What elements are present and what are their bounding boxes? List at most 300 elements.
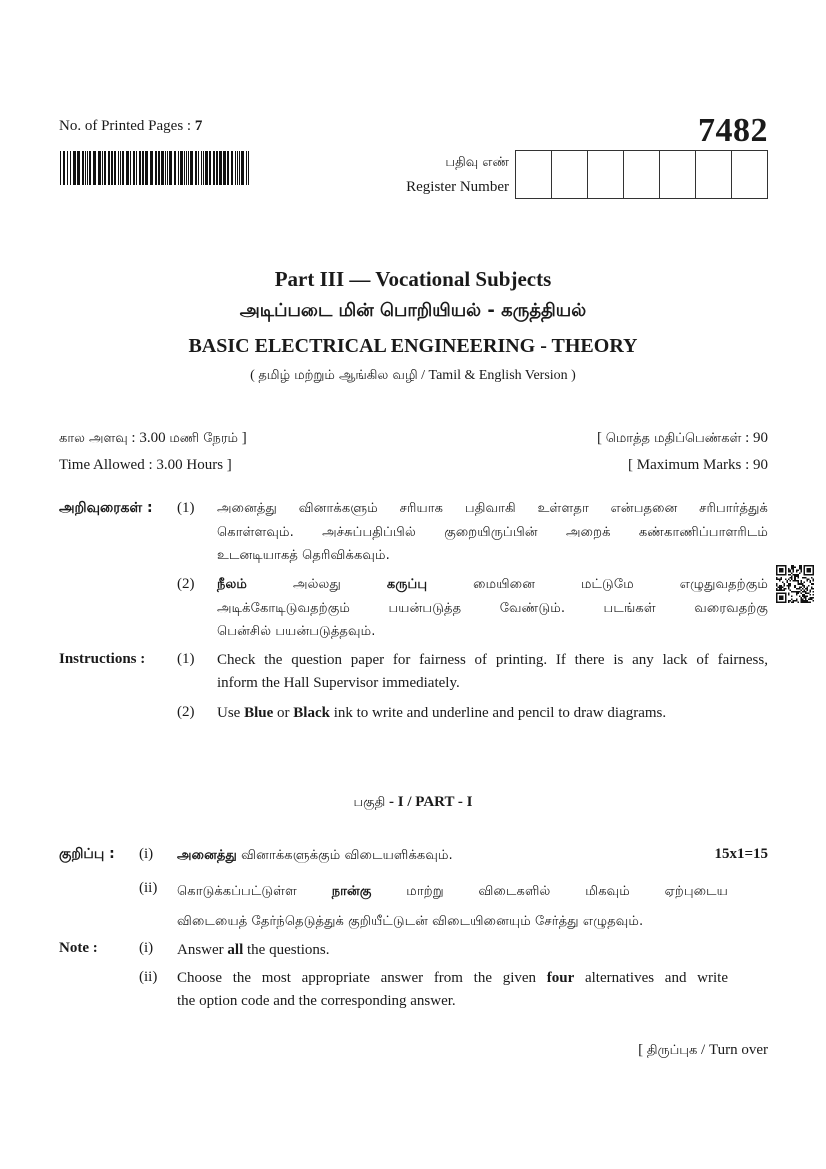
barcode-bar [227, 151, 229, 185]
qr-module [790, 580, 792, 582]
qr-module [800, 597, 802, 599]
qr-module [794, 577, 796, 579]
qr-module [802, 600, 804, 602]
register-digit-box[interactable] [516, 151, 552, 198]
qr-module [784, 585, 786, 587]
barcode-bar [201, 151, 202, 185]
barcode-bar [174, 151, 176, 185]
qr-module [788, 579, 790, 581]
qr-module [806, 568, 811, 573]
printed-pages-value: 7 [194, 118, 203, 134]
barcode-bar [198, 151, 199, 185]
note-number: (ii) [139, 969, 158, 985]
qr-module [796, 592, 798, 594]
qr-module [803, 601, 805, 603]
qr-module [791, 598, 793, 600]
version-line: ( தமிழ் மற்றும் ஆங்கில வழி / Tamil & English Version ) [250, 368, 576, 383]
barcode-bar [87, 151, 88, 185]
qr-module [790, 577, 792, 579]
qr-module [805, 597, 807, 599]
qr-module [796, 580, 798, 582]
subject-title-tamil: அடிப்படை மின் பொறியியல் - கருத்தியல் [239, 300, 587, 321]
qr-module [776, 577, 778, 579]
qr-module [808, 598, 810, 600]
qr-module [779, 586, 781, 588]
instruction-english-2: Use Blue or Black ink to write and underline and pencil to draw diagrams. [217, 705, 667, 721]
qr-module [802, 595, 804, 597]
qr-module [776, 589, 778, 591]
instruction-number: (1) [177, 651, 195, 667]
qr-code-icon [776, 565, 814, 603]
register-label-english: Register Number [406, 179, 509, 195]
qr-module [808, 585, 810, 587]
barcode-bar [130, 151, 131, 185]
register-number-labels [406, 150, 509, 200]
qr-module [808, 592, 810, 594]
qr-module [793, 601, 795, 603]
qr-module [800, 598, 802, 600]
qr-module [803, 594, 805, 596]
printed-pages-label: No. of Printed Pages : [59, 118, 192, 134]
qr-module [806, 589, 808, 591]
barcode-bar [205, 151, 208, 185]
qr-module [782, 586, 784, 588]
qr-module [797, 577, 799, 579]
qr-module [805, 577, 807, 579]
qr-module [778, 586, 780, 588]
maximum-marks [597, 425, 768, 478]
time-allowed [59, 425, 247, 478]
note-number: (ii) [139, 880, 158, 896]
barcode-bar [246, 151, 247, 185]
barcode-bar [89, 151, 91, 185]
qr-module [806, 588, 808, 590]
barcode-bar [241, 151, 244, 185]
qr-module [802, 583, 804, 585]
qr-module [788, 585, 790, 587]
qr-module [788, 571, 790, 573]
register-number-boxes[interactable] [515, 150, 768, 199]
qr-module [802, 585, 804, 587]
barcode-bar [169, 151, 172, 185]
qr-module [799, 583, 801, 585]
qr-module [787, 580, 789, 582]
barcode-bar [126, 151, 129, 185]
barcode-bar [67, 151, 68, 185]
register-digit-box[interactable] [660, 151, 696, 198]
barcode-bar [188, 151, 189, 185]
barcode-bar [70, 151, 71, 185]
qr-module [794, 580, 796, 582]
qr-module [797, 580, 799, 582]
qr-module [787, 585, 789, 587]
barcode-bar [136, 151, 137, 185]
instruction-tamil-2: நீலம் அல்லது கருப்பு மையினை மட்டுமே எழுதுவதற்கும் அடிக்கோடிடுவதற்கும் பயன்படுத்த வேண்டும். படங்கள் வரைவதற்கு பென்சில் பயன்படுத்தவும். [217, 577, 768, 639]
qr-module [812, 580, 814, 582]
qr-module [797, 574, 799, 576]
qr-module [788, 568, 790, 570]
qr-module [800, 571, 802, 573]
barcode-bar [60, 151, 61, 185]
qr-module [791, 567, 793, 569]
qr-module [797, 582, 799, 584]
qr-module [809, 598, 811, 600]
qr-module [793, 568, 795, 570]
qr-module [808, 579, 810, 581]
qr-module [778, 579, 780, 581]
qr-module [788, 574, 790, 576]
qr-module [781, 585, 783, 587]
qr-module [806, 580, 808, 582]
qr-module [788, 586, 790, 588]
qr-module [809, 594, 811, 596]
qr-module [806, 579, 808, 581]
instruction-english-1: Check the question paper for fairness of printing. If there is any lack of fairness, inform the Hall Supervisor immediately. [217, 652, 768, 691]
qr-module [776, 585, 778, 587]
qr-module [800, 565, 802, 567]
qr-module [809, 580, 811, 582]
qr-module [793, 591, 795, 593]
barcode-bar [165, 151, 166, 185]
qr-module [797, 591, 799, 593]
qr-module [803, 582, 805, 584]
qr-module [812, 597, 814, 599]
qr-module [799, 565, 801, 567]
qr-module [785, 579, 787, 581]
marks-scheme: 15x1=15 [714, 846, 768, 862]
barcode-bar [216, 151, 218, 185]
qr-module [803, 597, 805, 599]
qr-module [803, 595, 805, 597]
barcode-bar [111, 151, 113, 185]
qr-module [790, 570, 792, 572]
qr-module [794, 567, 796, 569]
qr-module [797, 583, 799, 585]
qr-module [779, 589, 781, 591]
qr-module [799, 567, 801, 569]
qr-module [799, 586, 801, 588]
qr-module [802, 601, 804, 603]
qr-module [806, 601, 808, 603]
barcode-bar [184, 151, 185, 185]
qr-module [803, 577, 805, 579]
time-allowed-english: Time Allowed : 3.00 Hours ] [59, 457, 232, 473]
qr-module [782, 582, 784, 584]
qr-module [788, 594, 790, 596]
qr-module [806, 586, 808, 588]
qr-module [805, 591, 807, 593]
qr-module [793, 570, 795, 572]
qr-module [797, 601, 799, 603]
qr-module [796, 598, 798, 600]
qr-module [793, 567, 795, 569]
qr-module [776, 579, 778, 581]
qr-module [784, 588, 786, 590]
qr-module [781, 586, 783, 588]
qr-module [782, 589, 784, 591]
qr-module [776, 583, 778, 585]
qr-module [805, 595, 807, 597]
qr-module [799, 591, 801, 593]
qr-module [794, 585, 796, 587]
qr-module [778, 589, 780, 591]
note-tamil-1: அனைத்து வினாக்களுக்கும் விடையளிக்கவும். [177, 848, 453, 863]
qr-module [802, 598, 804, 600]
qr-module [796, 594, 798, 596]
qr-module [800, 570, 802, 572]
qr-module [791, 565, 793, 567]
note-number: (i) [139, 846, 154, 862]
qr-module [802, 591, 804, 593]
qr-module [796, 591, 798, 593]
qr-module [791, 591, 793, 593]
maximum-marks-tamil: [ மொத்த மதிப்பெண்கள் : 90 [596, 430, 768, 446]
qr-module [811, 588, 813, 590]
qr-module [779, 580, 781, 582]
qr-module [797, 588, 799, 590]
qr-module [811, 597, 813, 599]
barcode-bar [85, 151, 86, 185]
barcode-bar [120, 151, 121, 185]
qr-module [790, 585, 792, 587]
qr-module [797, 570, 799, 572]
qr-module [800, 589, 802, 591]
qr-module [788, 583, 790, 585]
qr-module [800, 567, 802, 569]
qr-module [812, 600, 814, 602]
printed-pages [59, 118, 202, 135]
qr-module [811, 583, 813, 585]
qr-module [803, 586, 805, 588]
barcode-bar [139, 151, 141, 185]
part-one-heading: பகுதி - I / PART - I [353, 794, 473, 810]
qr-module [802, 577, 804, 579]
turn-over: [ திருப்புக / Turn over [638, 1042, 768, 1058]
qr-module [809, 591, 811, 593]
qr-module [793, 574, 795, 576]
time-allowed-tamil: கால அளவு : 3.00 மணி நேரம் ] [59, 430, 247, 446]
barcode-bar [150, 151, 153, 185]
barcode-bar [145, 151, 148, 185]
qr-module [805, 588, 807, 590]
qr-module [791, 595, 793, 597]
barcode-bar [248, 151, 249, 185]
qr-module [781, 579, 783, 581]
register-digit-box[interactable] [624, 151, 660, 198]
qr-module [800, 583, 802, 585]
barcode-bar [102, 151, 103, 185]
qr-module [791, 579, 793, 581]
paper-code: 7482 [698, 112, 768, 149]
barcode-bar [118, 151, 119, 185]
qr-module [791, 601, 793, 603]
qr-module [787, 582, 789, 584]
qr-module [799, 595, 801, 597]
barcode-bar [63, 151, 65, 185]
subject-title-english: BASIC ELECTRICAL ENGINEERING - THEORY [188, 335, 638, 357]
barcode-bar [108, 151, 110, 185]
maximum-marks-english: [ Maximum Marks : 90 [628, 457, 768, 473]
barcode-bar [180, 151, 183, 185]
qr-module [800, 582, 802, 584]
qr-module [781, 588, 783, 590]
qr-module [784, 583, 786, 585]
qr-module [790, 574, 792, 576]
qr-module [793, 571, 795, 573]
qr-module [776, 588, 778, 590]
qr-module [796, 600, 798, 602]
qr-module [803, 589, 805, 591]
instruction-number: (2) [177, 704, 195, 720]
barcode-bar [223, 151, 226, 185]
part-title: Part III — Vocational Subjects [274, 267, 552, 291]
qr-module [791, 576, 793, 578]
qr-module [811, 598, 813, 600]
qr-module [806, 600, 808, 602]
qr-module [812, 591, 814, 593]
qr-module [799, 573, 801, 575]
qr-module [809, 601, 811, 603]
barcode-bar [239, 151, 240, 185]
barcode-bar [161, 151, 164, 185]
qr-module [800, 600, 802, 602]
qr-module [800, 592, 802, 594]
instruction-number: (2) [177, 576, 195, 592]
qr-module [790, 571, 792, 573]
barcode-bar [93, 151, 96, 185]
qr-module [809, 597, 811, 599]
qr-module [791, 577, 793, 579]
qr-module [793, 565, 795, 567]
qr-module [788, 592, 790, 594]
qr-module [812, 583, 814, 585]
barcode-bar [98, 151, 101, 185]
qr-module [793, 580, 795, 582]
qr-module [805, 592, 807, 594]
qr-module [784, 589, 786, 591]
qr-module [800, 586, 802, 588]
instructions-label-tamil: அறிவுரைகள் : [59, 500, 153, 516]
qr-module [788, 570, 790, 572]
qr-module [796, 571, 798, 573]
barcode-bar [237, 151, 238, 185]
barcode-bar [190, 151, 193, 185]
barcode-bar [122, 151, 124, 185]
barcode-bar [114, 151, 116, 185]
qr-module [794, 579, 796, 581]
qr-module [796, 576, 798, 578]
qr-module [802, 594, 804, 596]
qr-module [779, 585, 781, 587]
barcode-bar [77, 151, 80, 185]
qr-module [794, 591, 796, 593]
barcode-bar [142, 151, 144, 185]
barcode-bar [73, 151, 76, 185]
qr-module [781, 577, 783, 579]
instruction-number: (1) [177, 500, 195, 516]
qr-module [796, 570, 798, 572]
qr-module [790, 600, 792, 602]
qr-module [794, 574, 796, 576]
qr-module [790, 589, 792, 591]
qr-module [788, 600, 790, 602]
qr-module [800, 580, 802, 582]
qr-module [809, 582, 811, 584]
qr-module [799, 588, 801, 590]
barcode-bar [178, 151, 179, 185]
barcode-bar [82, 151, 84, 185]
qr-module [788, 601, 790, 603]
qr-module [791, 568, 793, 570]
register-digit-box[interactable] [588, 151, 624, 198]
qr-module [785, 588, 787, 590]
qr-module [788, 588, 790, 590]
qr-module [812, 594, 814, 596]
barcode-bar [209, 151, 211, 185]
qr-module [779, 588, 781, 590]
title-block [0, 265, 826, 389]
qr-module [811, 577, 813, 579]
qr-module [812, 588, 814, 590]
note-english-1: Answer all the questions. [177, 942, 330, 958]
note-label-tamil: குறிப்பு : [59, 846, 115, 862]
qr-module [779, 579, 781, 581]
qr-module [805, 598, 807, 600]
barcode-bar [213, 151, 215, 185]
qr-module [805, 600, 807, 602]
barcode-bar [158, 151, 160, 185]
qr-module [794, 600, 796, 602]
barcode-bar [155, 151, 157, 185]
qr-module [803, 591, 805, 593]
register-label-tamil: பதிவு எண் [445, 155, 509, 170]
qr-module [779, 568, 784, 573]
register-digit-box[interactable] [696, 151, 732, 198]
instructions-label-english: Instructions : [59, 651, 146, 667]
qr-module [803, 600, 805, 602]
qr-module [809, 589, 811, 591]
barcode-icon [60, 151, 250, 185]
qr-module [794, 576, 796, 578]
barcode-bar [195, 151, 197, 185]
barcode-bar [203, 151, 204, 185]
note-label-english: Note : [59, 940, 98, 956]
qr-module [799, 568, 801, 570]
barcode-bar [235, 151, 236, 185]
qr-module [805, 601, 807, 603]
qr-module [802, 588, 804, 590]
barcode-bar [231, 151, 233, 185]
qr-module [791, 573, 793, 575]
qr-module [812, 579, 814, 581]
qr-module [803, 585, 805, 587]
note-number: (i) [139, 940, 154, 956]
register-digit-box[interactable] [552, 151, 588, 198]
barcode-bar [186, 151, 187, 185]
qr-module [781, 589, 783, 591]
qr-module [779, 595, 784, 600]
qr-module [797, 592, 799, 594]
register-digit-box[interactable] [732, 151, 767, 198]
barcode-bar [133, 151, 135, 185]
barcode-bar [219, 151, 222, 185]
qr-module [811, 586, 813, 588]
barcode-bar [104, 151, 106, 185]
qr-module [794, 586, 796, 588]
qr-module [797, 576, 799, 578]
note-tamil-2: கொடுக்கப்பட்டுள்ள நான்கு மாற்று விடைகளில் மிகவும் ஏற்புடைய விடையைத் தேர்ந்தெடுத்துக் குறியீட்டுடன் விடையினையும் சேர்த்து எழுதவும். [177, 884, 728, 929]
qr-module [800, 568, 802, 570]
